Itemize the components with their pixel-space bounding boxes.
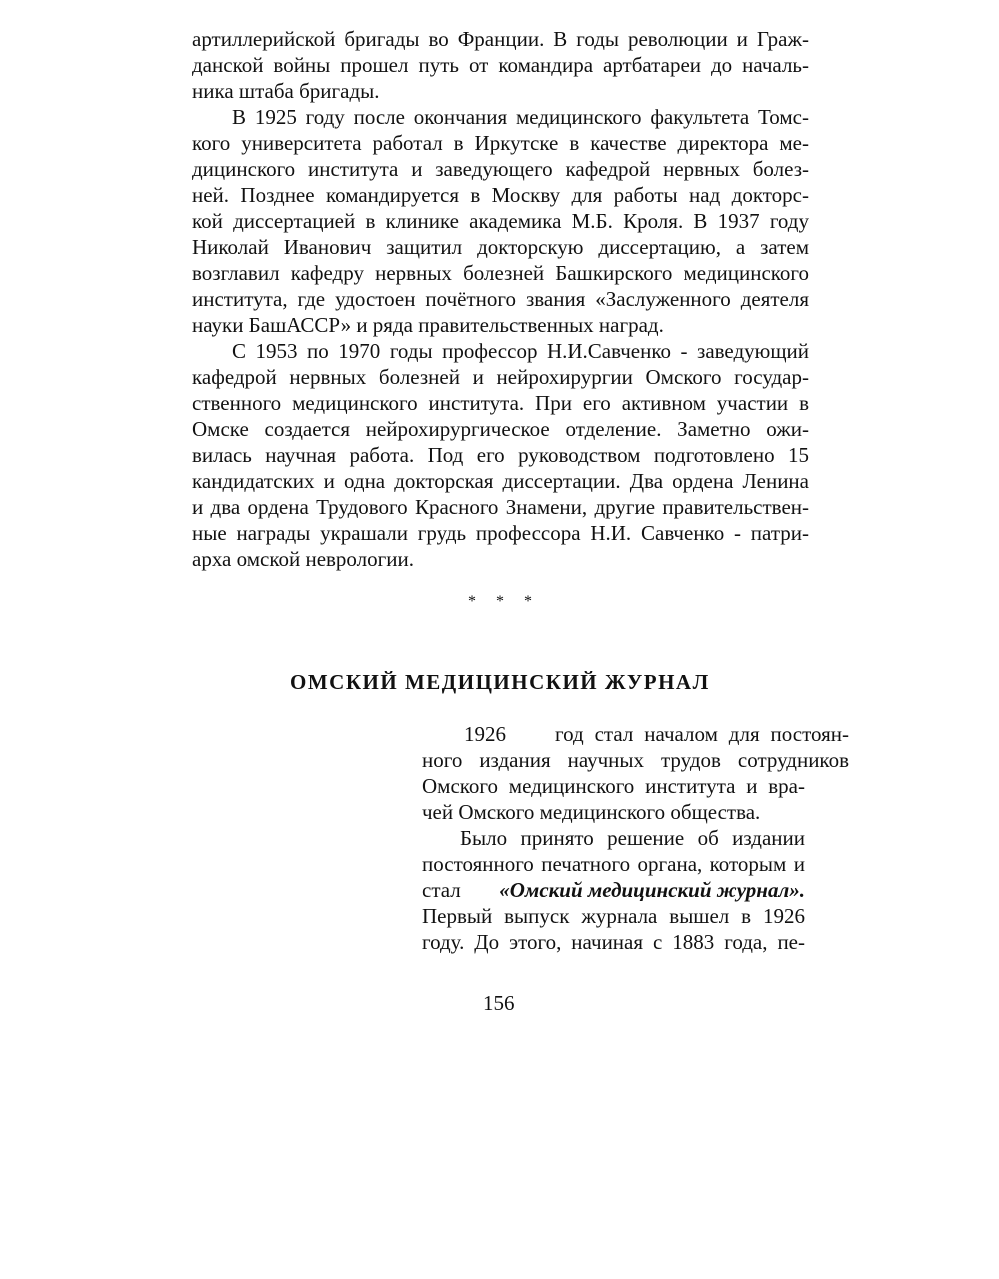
column-paragraph-2-line-1: Было принято решение об издании	[460, 826, 805, 850]
section-separator: * * *	[468, 593, 540, 610]
paragraph-3-line-6: кандидатских и одна докторская диссертации. Два ордена Ленина	[192, 469, 809, 493]
paragraph-3-line-5: вилась научная работа. Под его руководством подготовлено 15	[192, 443, 809, 467]
paragraph-2-line-1: В 1925 году после окончания медицинского факультета Томс-	[232, 105, 809, 129]
paragraph-2-line-5: кой диссертацией в клинике академика М.Б. Кроля. В 1937 году	[192, 209, 809, 233]
column-paragraph-2-line-5: году. До этого, начиная с 1883 года, пе-	[422, 930, 805, 954]
paragraph-1-line-2: данской войны прошел путь от командира артбатареи до началь-	[192, 53, 809, 77]
paragraph-3-line-2: кафедрой нервных болезней и нейрохирургии Омского государ-	[192, 365, 809, 389]
paragraph-2-line-9: науки БашАССР» и ряда правительственных наград.	[192, 313, 664, 337]
paragraph-3-line-1: С 1953 по 1970 годы профессор Н.И.Савченко - заведующий	[232, 339, 809, 363]
page-number: 156	[483, 991, 515, 1015]
paragraph-2-line-2: кого университета работал в Иркутске в качестве директора ме-	[192, 131, 809, 155]
paragraph-2-line-3: дицинского института и заведующего кафедрой нервных болез-	[192, 157, 809, 181]
paragraph-3-line-3: ственного медицинского института. При его активном участии в	[192, 391, 809, 415]
paragraph-2-line-8: института, где удостоен почётного звания «Заслуженного деятеля	[192, 287, 809, 311]
column-paragraph-1-line-2: ного издания научных трудов сотрудников	[422, 748, 849, 772]
paragraph-1-line-3: ника штаба бригады.	[192, 79, 380, 103]
paragraph-3-line-8: ные награды украшали грудь профессора Н.И. Савченко - патри-	[192, 521, 809, 545]
column-paragraph-2-line-3-prefix: стал	[422, 878, 461, 902]
column-paragraph-2-line-2: постоянного печатного органа, которым и	[422, 852, 805, 876]
paragraph-2-line-6: Николай Иванович защитил докторскую диссертацию, а затем	[192, 235, 809, 259]
section-heading: ОМСКИЙ МЕДИЦИНСКИЙ ЖУРНАЛ	[290, 670, 710, 694]
journal-title-emphasis: «Омский медицинский журнал».	[499, 878, 805, 902]
column-paragraph-2-line-3	[422, 877, 805, 903]
paragraph-3-line-7: и два ордена Трудового Красного Знамени, другие правительствен-	[192, 495, 809, 519]
column-paragraph-2-line-4: Первый выпуск журнала вышел в 1926	[422, 904, 805, 928]
column-paragraph-1-line-4: чей Омского медицинского общества.	[422, 800, 761, 824]
paragraph-1-line-1: артиллерийской бригады во Франции. В годы революции и Граж-	[192, 27, 809, 51]
column-paragraph-1-year: 1926	[464, 722, 506, 746]
paragraph-3-line-9: арха омской неврологии.	[192, 547, 414, 571]
column-paragraph-1-line-3: Омского медицинского института и вра-	[422, 774, 805, 798]
column-paragraph-1-line-1-rest: год стал началом для постоян-	[555, 722, 849, 746]
paragraph-3-line-4: Омске создается нейрохирургическое отделение. Заметно ожи-	[192, 417, 809, 441]
paragraph-2-line-4: ней. Позднее командируется в Москву для работы над докторс-	[192, 183, 809, 207]
paragraph-2-line-7: возглавил кафедру нервных болезней Башкирского медицинского	[192, 261, 809, 285]
